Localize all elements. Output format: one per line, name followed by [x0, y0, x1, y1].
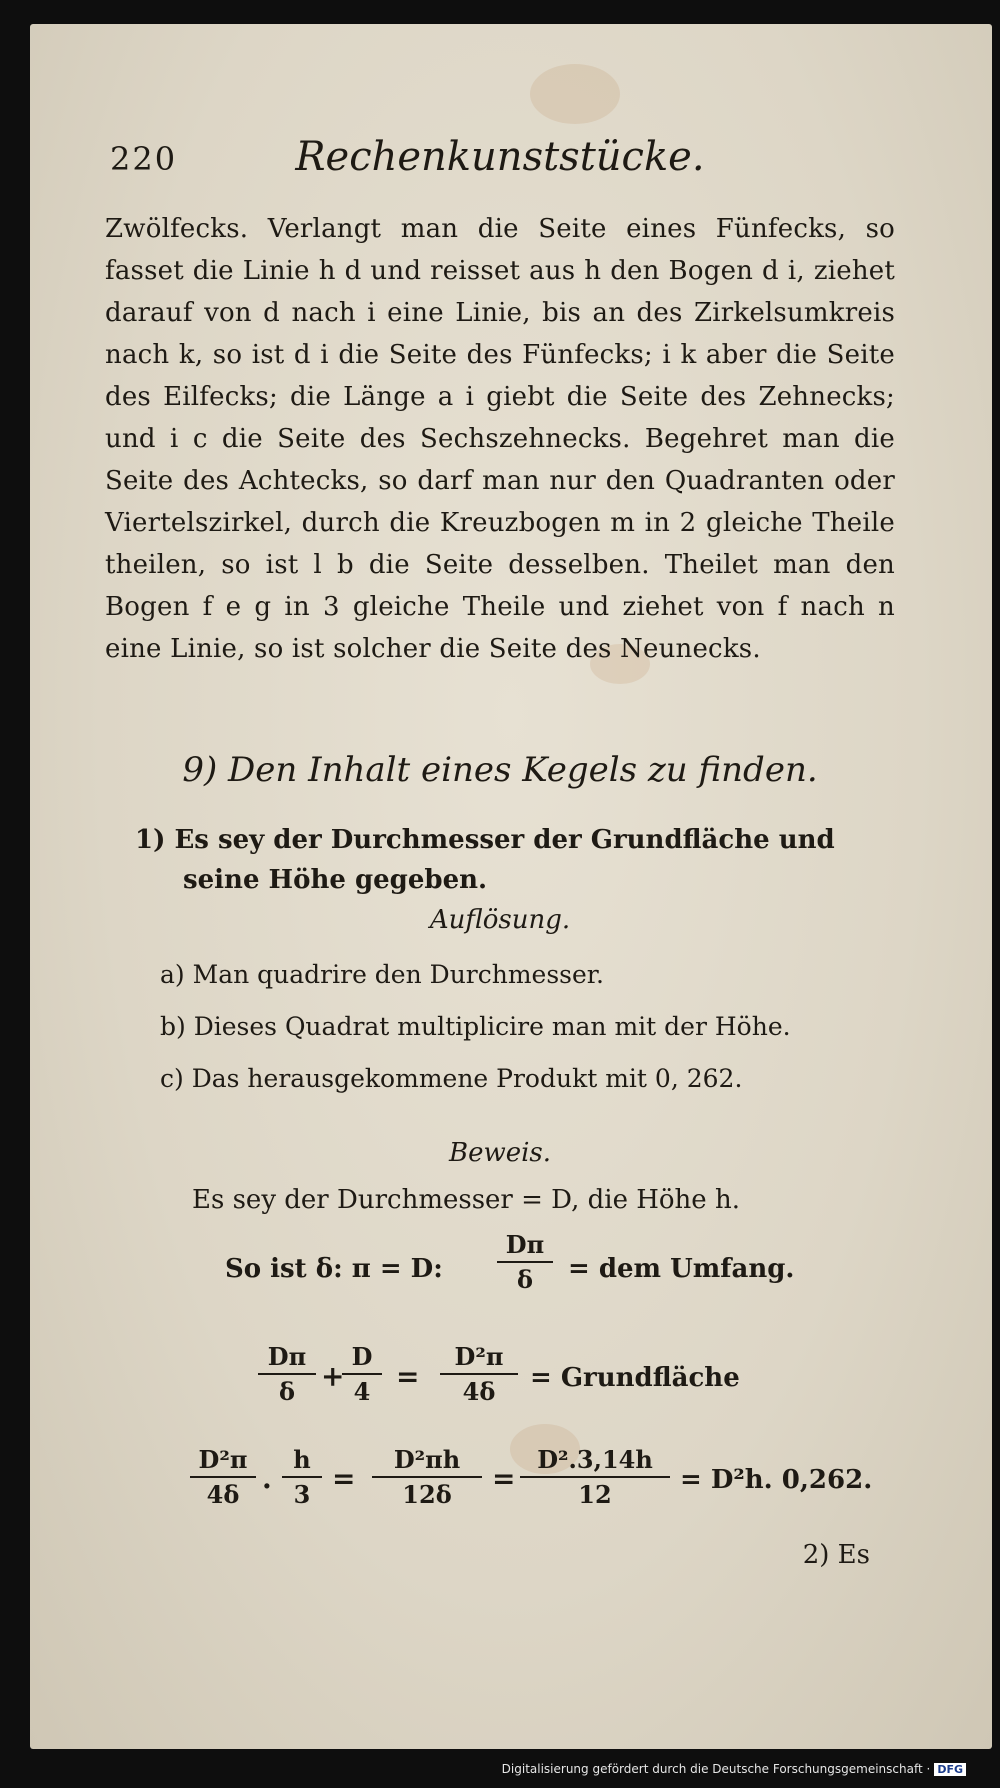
step-b: b) Dieses Quadrat multiplicire man mit der Höhe. — [160, 1012, 791, 1041]
digitization-footer — [502, 1762, 966, 1776]
eq3-equals-2: = — [492, 1462, 516, 1495]
eq3-fraction-2 — [282, 1445, 322, 1509]
eq2-f1-den: δ — [278, 1377, 295, 1406]
body-paragraph: Zwölfecks. Verlangt man die Seite eines Fünfecks, so fasset die Linie h d und reisset aus h den Bogen d i, ziehet darauf von d nach i eine Linie, bis an des Zirkelsumkreis nach k, so ist d i die Seite des Fünfecks; i k aber die Seite des Eilfecks; die Länge a i giebt die Seite des Zehnecks; und i c die Seite des Sechszehnecks. Begehret man die Seite des Achtecks, so darf man nur den Quadranten oder Viertelszirkel, durch die Kreuzbogen m in 2 gleiche Theile theilen, so ist l b die Seite desselben. Theilet man den Bogen f e g in 3 gleiche Theile und ziehet von f nach n eine Linie, so ist solcher die Seite des Neunecks. — [105, 214, 895, 664]
eq3-f3-den: 12δ — [402, 1480, 452, 1509]
eq3-f2-den: 3 — [293, 1480, 311, 1509]
section-heading: 9) Den Inhalt eines Kegels zu finden. — [182, 750, 818, 790]
eq2-suffix: = Grundfläche — [530, 1363, 740, 1393]
eq1-denominator: δ — [516, 1265, 533, 1294]
problem-text: 1) Es sey der Durchmesser der Grundfläche und seine Höhe gegeben. — [135, 825, 835, 895]
eq2-f1-num: Dπ — [258, 1342, 316, 1375]
catchword: 2) Es — [802, 1540, 870, 1570]
proof-line-1: Es sey der Durchmesser = D, die Höhe h. — [192, 1185, 740, 1215]
dfg-logo: DFG — [934, 1763, 966, 1776]
eq1-fraction — [497, 1230, 553, 1294]
eq3-suffix: = D²h. 0,262. — [680, 1465, 873, 1495]
eq3-equals-1: = — [332, 1462, 356, 1495]
beweis-heading: Beweis. — [448, 1138, 552, 1168]
running-header — [110, 130, 890, 190]
problem-statement — [135, 820, 895, 900]
step-c: c) Das herausgekommene Produkt mit 0, 262. — [160, 1064, 743, 1093]
eq2-f3-num: D²π — [440, 1342, 518, 1375]
step-a: a) Man quadrire den Durchmesser. — [160, 960, 604, 989]
eq3-f3-num: D²πh — [372, 1445, 482, 1478]
paper-stain — [530, 64, 620, 124]
eq3-fraction-4 — [520, 1445, 670, 1509]
page-number: 220 — [110, 140, 178, 178]
eq1-suffix: = dem Umfang. — [568, 1254, 795, 1284]
eq3-fraction-3 — [372, 1445, 482, 1509]
eq2-plus: + — [321, 1360, 345, 1393]
eq2-f2-den: 4 — [353, 1377, 371, 1406]
eq1-prefix: So ist δ: π = D: — [225, 1254, 443, 1284]
eq2-fraction-3 — [440, 1342, 518, 1406]
eq3-dot: . — [262, 1462, 272, 1495]
aufloesung-heading: Auflösung. — [429, 905, 571, 935]
eq3-f4-den: 12 — [578, 1480, 612, 1509]
eq3-f2-num: h — [282, 1445, 322, 1478]
eq1-numerator: Dπ — [497, 1230, 553, 1263]
eq3-f1-den: 4δ — [206, 1480, 240, 1509]
eq2-f3-den: 4δ — [462, 1377, 496, 1406]
footer-text: Digitalisierung gefördert durch die Deutsche Forschungsgemeinschaft · — [501, 1762, 931, 1776]
eq2-f2-num: D — [342, 1342, 382, 1375]
eq3-f1-num: D²π — [190, 1445, 256, 1478]
eq2-equals: = — [396, 1360, 420, 1393]
eq2-fraction-1 — [258, 1342, 316, 1406]
running-title: Rechenkunststücke. — [295, 134, 705, 180]
eq2-fraction-2 — [342, 1342, 382, 1406]
eq3-f4-num: D².3,14h — [520, 1445, 670, 1478]
eq3-fraction-1 — [190, 1445, 256, 1509]
